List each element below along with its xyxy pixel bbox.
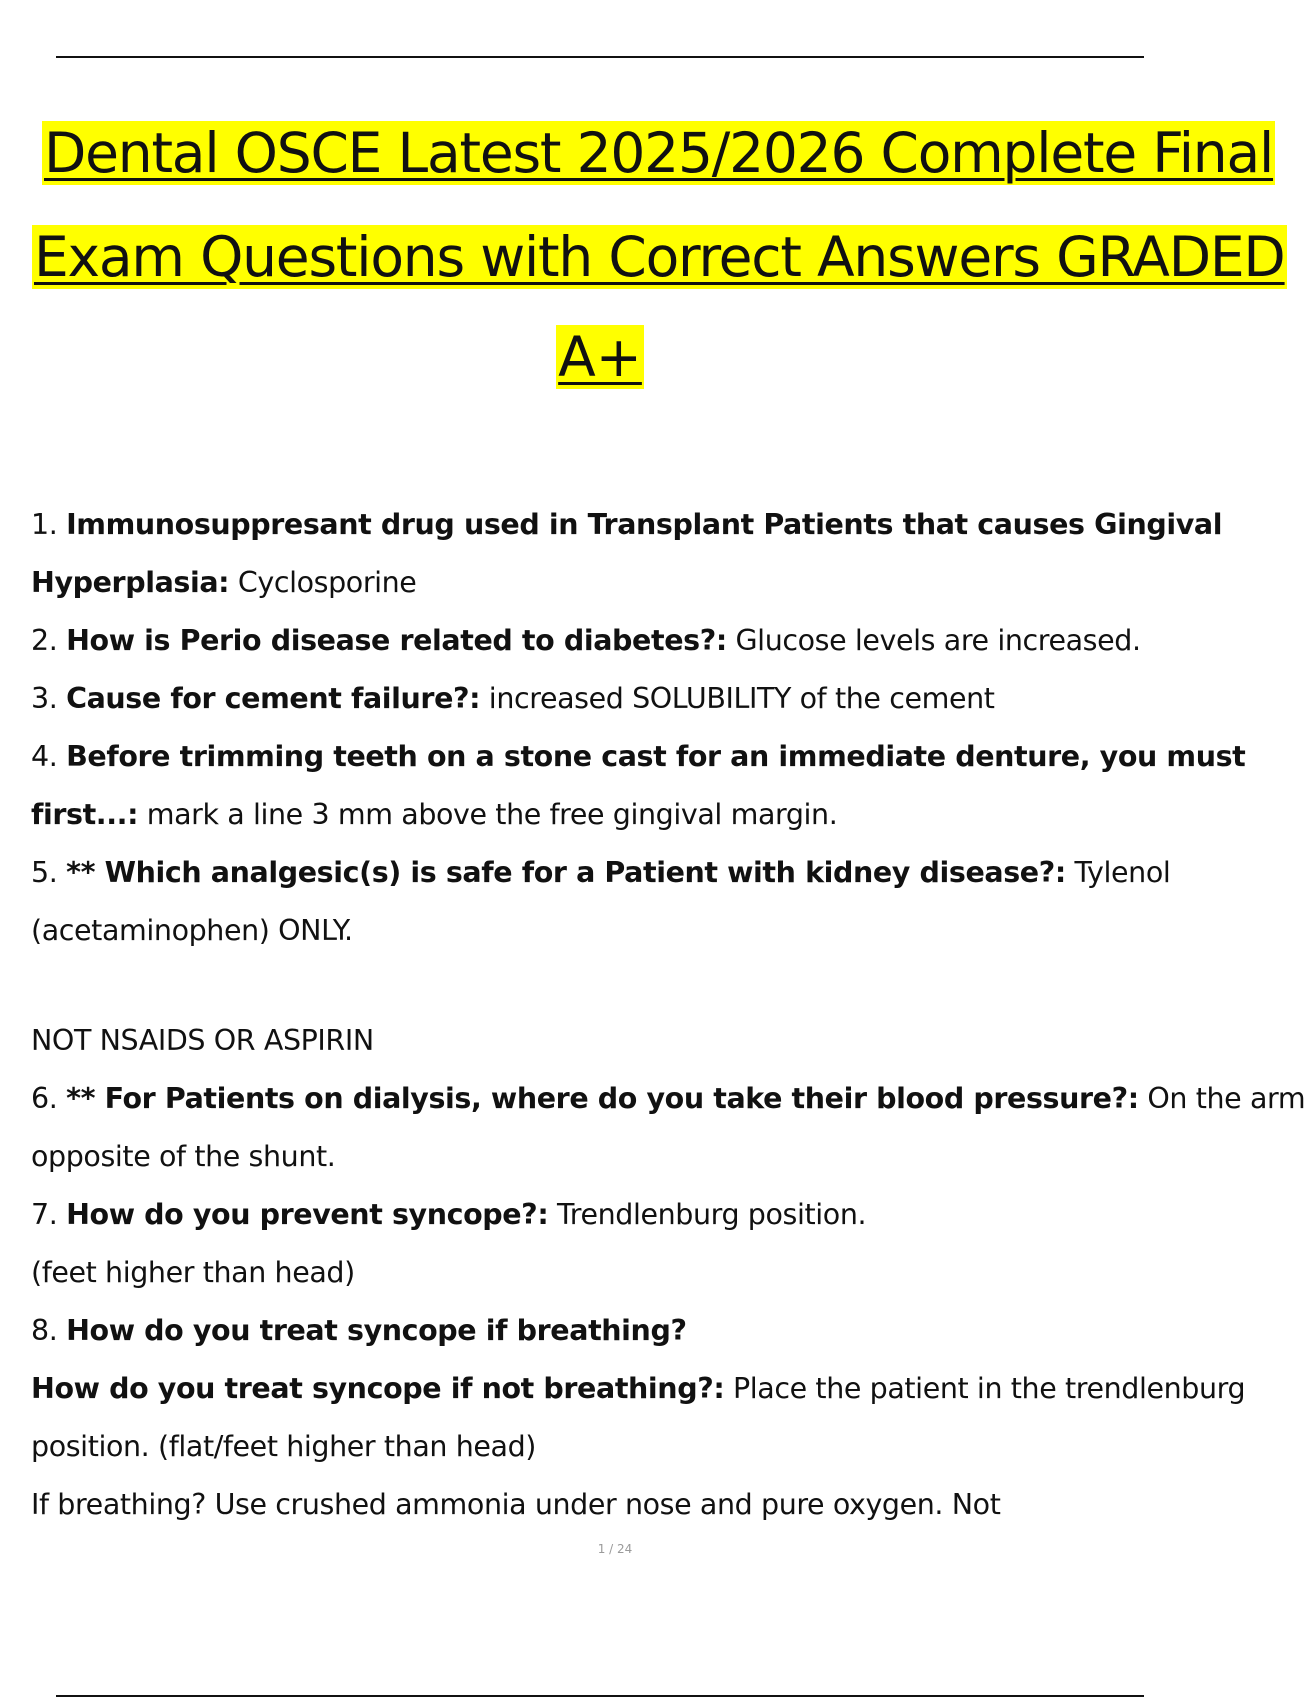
answer-text: position. (flat/feet higher than head) (31, 1430, 536, 1463)
top-rule (56, 56, 1144, 58)
list-item-3 (31, 670, 1181, 728)
title-line-2 (0, 225, 1285, 289)
item-number: 6. (31, 1082, 67, 1115)
list-item-8-line-4 (31, 1476, 1181, 1534)
item-number: 8. (31, 1314, 67, 1347)
answer-text: (feet higher than head) (31, 1256, 355, 1289)
item-number: 3. (31, 682, 67, 715)
list-item-6-line-1 (31, 1070, 1305, 1128)
list-item-8-line-3 (31, 1418, 1181, 1476)
list-item-5-line-2 (31, 902, 1181, 960)
item-number: 2. (31, 624, 67, 657)
question-text: How do you treat syncope if breathing? (66, 1314, 687, 1347)
answer-text: NOT NSAIDS OR ASPIRIN (31, 1024, 374, 1057)
list-item-8-line-1 (31, 1302, 1181, 1360)
question-text: ** For Patients on dialysis, where do you take their blood pressure?: (66, 1082, 1139, 1115)
list-item-5-line-3 (31, 1012, 1181, 1070)
title-line-1 (0, 121, 1274, 185)
list-item-2 (31, 612, 1181, 670)
item-number: 7. (31, 1198, 67, 1231)
item-number: 4. (31, 740, 67, 773)
answer-text: Glucose levels are increased. (726, 624, 1141, 657)
list-item-1-line-1 (31, 496, 1223, 554)
item-number: 5. (31, 856, 67, 889)
title-line-2-text: Exam Questions with Correct Answers GRADED (34, 225, 1285, 289)
title-line-3-text: A+ (558, 325, 642, 389)
answer-text: Trendlenburg position. (548, 1198, 867, 1231)
answer-text: On the arm (1138, 1082, 1305, 1115)
bottom-rule (56, 1695, 1144, 1697)
list-item-1-line-2 (31, 554, 1181, 612)
answer-text: Place the patient in the trendlenburg (724, 1372, 1246, 1405)
list-item-4-line-1 (31, 728, 1246, 786)
answer-text: opposite of the shunt. (31, 1140, 336, 1173)
list-item-5-line-1 (31, 844, 1181, 902)
answer-text: mark a line 3 mm above the free gingival margin. (138, 798, 838, 831)
question-text: ** Which analgesic(s) is safe for a Patient with kidney disease?: (66, 856, 1066, 889)
question-text: Cause for cement failure?: (66, 682, 481, 715)
answer-text: If breathing? Use crushed ammonia under nose and pure oxygen. Not (31, 1488, 1001, 1521)
list-item-7-line-1 (31, 1186, 1181, 1244)
question-text: Hyperplasia: (31, 566, 230, 599)
question-text: Before trimming teeth on a stone cast for an immediate denture, you must (66, 740, 1246, 773)
page-number: 1 / 24 (597, 1542, 633, 1556)
answer-text: Cyclosporine (229, 566, 417, 599)
list-item-6-line-2 (31, 1128, 1181, 1186)
answer-text: increased SOLUBILITY of the cement (480, 682, 995, 715)
question-text: How do you treat syncope if not breathing?: (31, 1372, 725, 1405)
question-text: Immunosuppresant drug used in Transplant Patients that causes Gingival (66, 508, 1223, 541)
question-text: How is Perio disease related to diabetes?: (66, 624, 727, 657)
paragraph-gap (31, 960, 1181, 1012)
item-number: 1. (31, 508, 67, 541)
title-line-1-text: Dental OSCE Latest 2025/2026 Complete Final (44, 121, 1274, 185)
answer-text: Tylenol (1065, 856, 1171, 889)
list-item-4-line-2 (31, 786, 1181, 844)
title-line-3 (0, 326, 1200, 388)
question-text: How do you prevent syncope?: (66, 1198, 549, 1231)
question-list (31, 496, 1305, 1534)
list-item-8-line-2 (31, 1360, 1246, 1418)
list-item-7-line-2 (31, 1244, 1181, 1302)
question-text: first...: (31, 798, 139, 831)
answer-text: (acetaminophen) ONLY. (31, 914, 353, 947)
